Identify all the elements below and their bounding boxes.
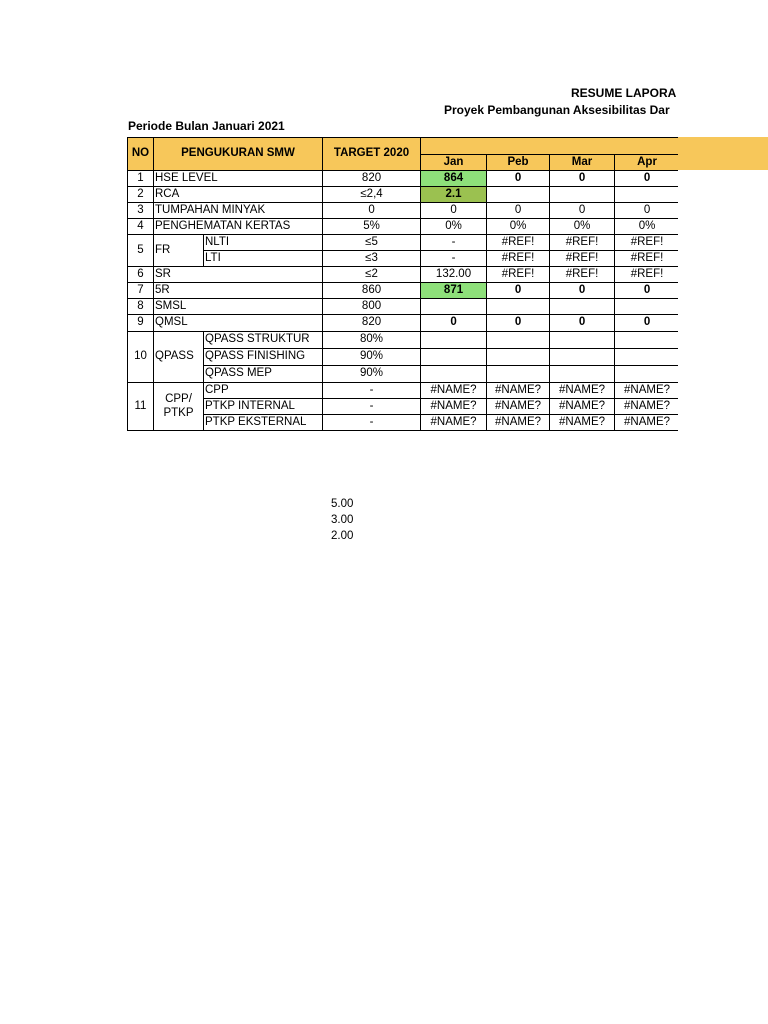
row-target: ≤3 <box>323 251 421 267</box>
header-measure: PENGUKURAN SMW <box>154 138 323 171</box>
table-row <box>128 203 679 219</box>
value-cell: #NAME? <box>487 383 550 399</box>
value-cell: 132.00 <box>421 267 487 283</box>
row-subname: PTKP EKSTERNAL <box>204 415 323 431</box>
row-target: 820 <box>323 171 421 187</box>
value-cell: #NAME? <box>550 399 615 415</box>
table-row <box>128 399 679 415</box>
value-cell: #REF! <box>550 251 615 267</box>
loose-value: 5.00 <box>331 498 354 510</box>
value-cell: #REF! <box>615 235 678 251</box>
value-cell: #REF! <box>487 267 550 283</box>
row-subname: QPASS FINISHING <box>204 349 323 366</box>
value-cell <box>487 187 550 203</box>
header-month: Peb <box>487 155 550 171</box>
table-row <box>128 187 679 203</box>
row-name: TUMPAHAN MINYAK <box>154 203 323 219</box>
table-row <box>128 219 679 235</box>
row-name: PENGHEMATAN KERTAS <box>154 219 323 235</box>
value-cell: 0% <box>421 219 487 235</box>
value-cell: 0 <box>487 315 550 332</box>
value-cell: #NAME? <box>615 415 678 431</box>
table-row <box>128 267 679 283</box>
value-cell: - <box>421 251 487 267</box>
table-row <box>128 315 679 332</box>
value-cell: 0 <box>615 171 678 187</box>
row-name: SMSL <box>154 299 323 315</box>
row-name: QPASS <box>154 332 204 383</box>
smw-table <box>127 137 678 431</box>
value-cell: 0 <box>550 283 615 299</box>
row-no: 3 <box>128 203 154 219</box>
row-no: 6 <box>128 267 154 283</box>
report-title: RESUME LAPORA <box>571 86 677 100</box>
value-cell <box>615 366 678 383</box>
value-cell: 0 <box>421 315 487 332</box>
row-subname: QPASS STRUKTUR <box>204 332 323 349</box>
value-cell: #REF! <box>550 235 615 251</box>
table-row <box>128 366 679 383</box>
row-no: 7 <box>128 283 154 299</box>
table-row <box>128 349 679 366</box>
row-name: QMSL <box>154 315 323 332</box>
value-cell: 0% <box>550 219 615 235</box>
table-row <box>128 283 679 299</box>
value-cell: #REF! <box>615 251 678 267</box>
period-label: Periode Bulan Januari 2021 <box>128 119 285 133</box>
header-month: Apr <box>615 155 678 171</box>
value-cell: 0% <box>615 219 678 235</box>
value-cell <box>615 187 678 203</box>
header-month-band <box>421 138 678 155</box>
row-target: ≤2 <box>323 267 421 283</box>
value-cell <box>421 299 487 315</box>
value-cell: #NAME? <box>487 399 550 415</box>
value-cell: 0 <box>615 315 678 332</box>
table-row <box>128 235 679 251</box>
value-cell: #REF! <box>487 251 550 267</box>
value-cell: #NAME? <box>550 415 615 431</box>
value-cell: #REF! <box>615 267 678 283</box>
table-row <box>128 171 679 187</box>
value-cell <box>615 349 678 366</box>
row-name: HSE LEVEL <box>154 171 323 187</box>
row-subname: QPASS MEP <box>204 366 323 383</box>
value-cell: #NAME? <box>615 399 678 415</box>
row-no: 11 <box>128 383 154 431</box>
row-target: 5% <box>323 219 421 235</box>
row-target: 80% <box>323 332 421 349</box>
row-target: 820 <box>323 315 421 332</box>
row-name: 5R <box>154 283 323 299</box>
table-row <box>128 383 679 399</box>
row-target: 0 <box>323 203 421 219</box>
value-cell <box>421 349 487 366</box>
row-target: 800 <box>323 299 421 315</box>
header-month: Mar <box>550 155 615 171</box>
value-cell <box>550 332 615 349</box>
value-cell: 2.1 <box>421 187 487 203</box>
row-target: - <box>323 399 421 415</box>
value-cell <box>487 299 550 315</box>
value-cell: 0% <box>487 219 550 235</box>
value-cell <box>487 332 550 349</box>
value-cell: - <box>421 235 487 251</box>
value-cell: 0 <box>487 203 550 219</box>
value-cell: #NAME? <box>421 415 487 431</box>
row-subname: CPP <box>204 383 323 399</box>
header-month: Jan <box>421 155 487 171</box>
value-cell: 0 <box>550 171 615 187</box>
value-cell <box>421 332 487 349</box>
row-target: 860 <box>323 283 421 299</box>
value-cell <box>615 332 678 349</box>
value-cell <box>550 187 615 203</box>
value-cell <box>615 299 678 315</box>
table-row <box>128 415 679 431</box>
row-subname: LTI <box>204 251 323 267</box>
value-cell: #REF! <box>487 235 550 251</box>
value-cell <box>550 299 615 315</box>
row-target: ≤2,4 <box>323 187 421 203</box>
loose-value: 3.00 <box>331 514 354 526</box>
row-target: 90% <box>323 366 421 383</box>
value-cell: 0 <box>615 203 678 219</box>
project-subtitle: Proyek Pembangunan Aksesibilitas Dar <box>444 103 670 117</box>
row-target: - <box>323 383 421 399</box>
table-row <box>128 332 679 349</box>
value-cell <box>487 349 550 366</box>
row-subname: NLTI <box>204 235 323 251</box>
row-no: 2 <box>128 187 154 203</box>
header-no: NO <box>128 138 154 171</box>
row-name: SR <box>154 267 323 283</box>
table-row <box>128 299 679 315</box>
value-cell: 0 <box>615 283 678 299</box>
value-cell <box>421 366 487 383</box>
value-cell <box>550 366 615 383</box>
value-cell: #NAME? <box>487 415 550 431</box>
row-no: 8 <box>128 299 154 315</box>
value-cell: 0 <box>487 283 550 299</box>
row-no: 10 <box>128 332 154 383</box>
row-subname: PTKP INTERNAL <box>204 399 323 415</box>
value-cell: #REF! <box>550 267 615 283</box>
value-cell: 864 <box>421 171 487 187</box>
value-cell <box>487 366 550 383</box>
row-name: CPP/ PTKP <box>154 383 204 431</box>
value-cell: 0 <box>550 315 615 332</box>
row-target: ≤5 <box>323 235 421 251</box>
value-cell: #NAME? <box>421 399 487 415</box>
smw-table-container <box>127 137 678 434</box>
row-target: 90% <box>323 349 421 366</box>
row-name: FR <box>154 235 204 267</box>
table-row <box>128 251 679 267</box>
value-cell: #NAME? <box>421 383 487 399</box>
row-no: 5 <box>128 235 154 267</box>
row-no: 1 <box>128 171 154 187</box>
row-no: 9 <box>128 315 154 332</box>
header-fill-extension <box>678 137 768 170</box>
row-name: RCA <box>154 187 323 203</box>
value-cell <box>550 349 615 366</box>
value-cell: 0 <box>487 171 550 187</box>
row-no: 4 <box>128 219 154 235</box>
loose-value: 2.00 <box>331 530 354 542</box>
value-cell: 0 <box>550 203 615 219</box>
row-target: - <box>323 415 421 431</box>
value-cell: #NAME? <box>550 383 615 399</box>
value-cell: 0 <box>421 203 487 219</box>
header-target: TARGET 2020 <box>323 138 421 171</box>
value-cell: #NAME? <box>615 383 678 399</box>
value-cell: 871 <box>421 283 487 299</box>
